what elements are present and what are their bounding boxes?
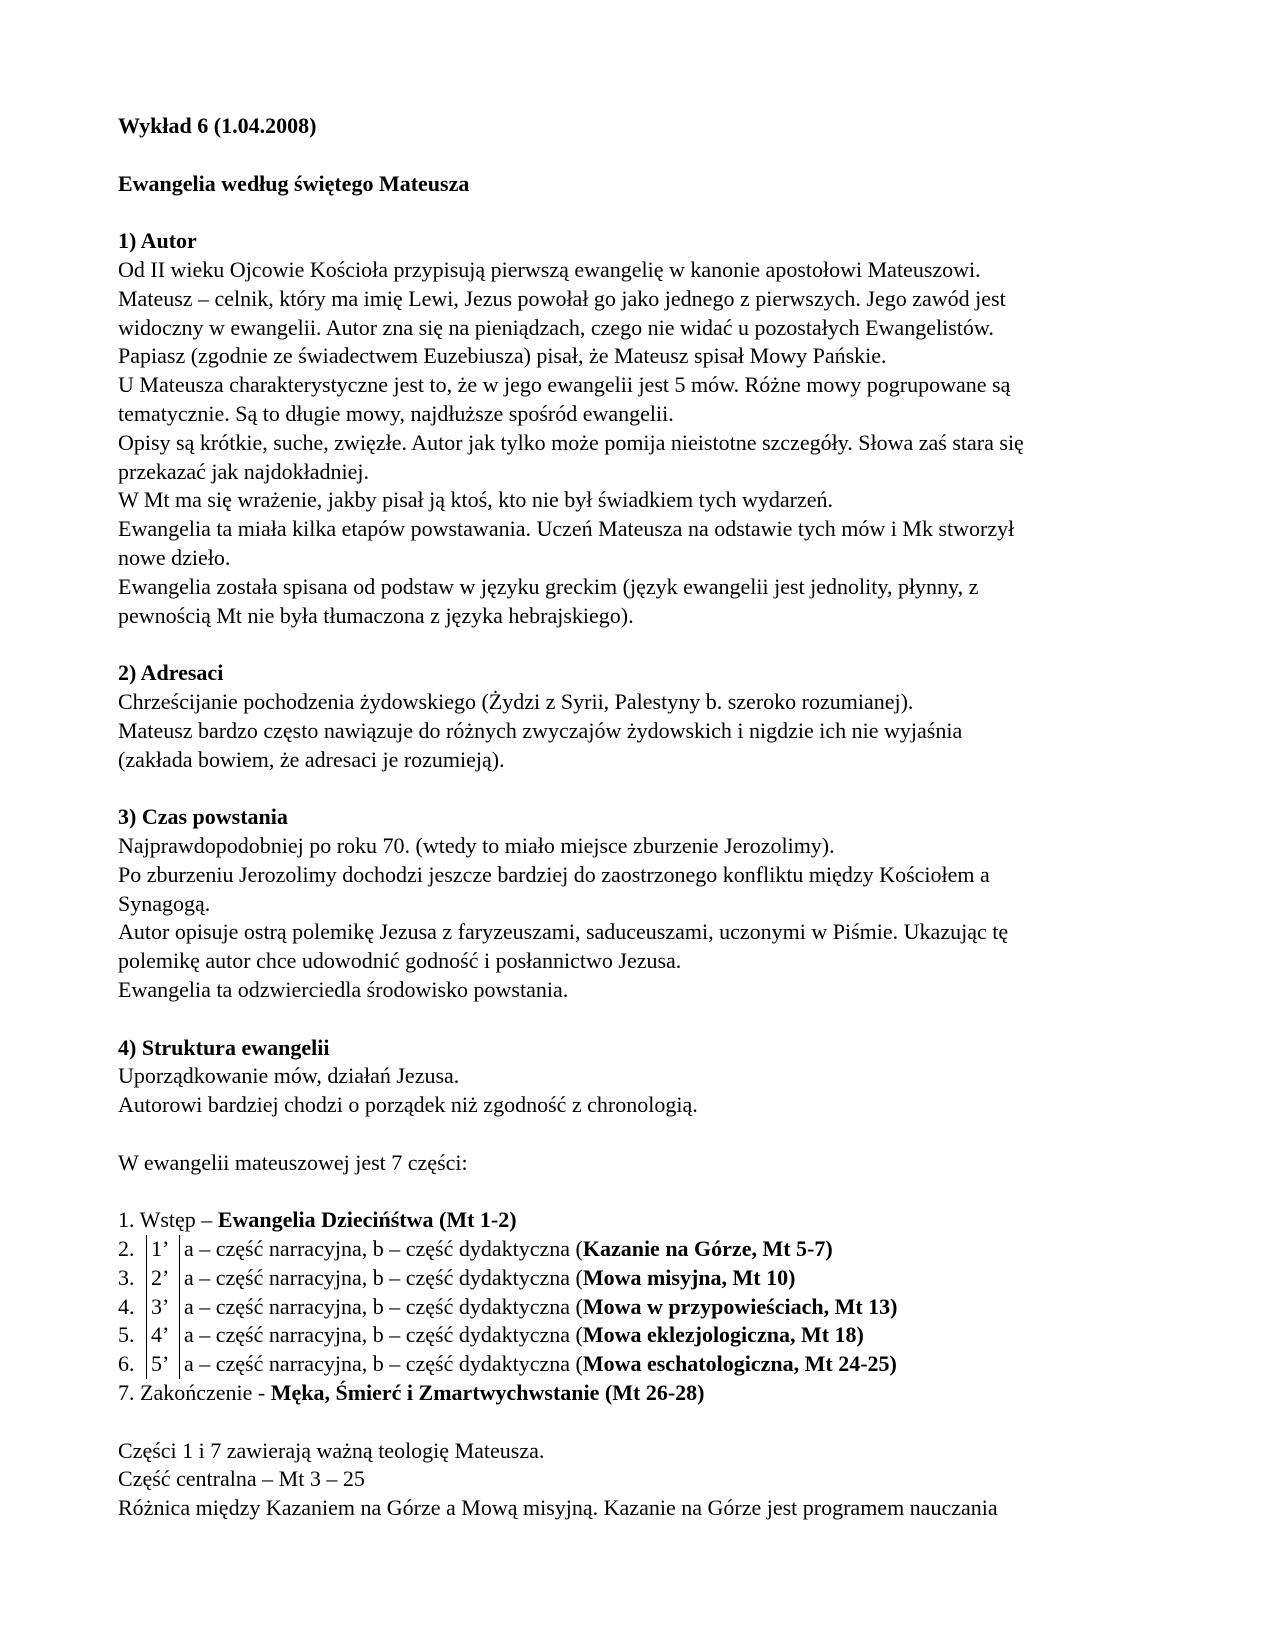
paragraph-line: pewnością Mt nie była tłumaczona z języka hebrajskiego). [118,602,634,628]
row-text-bold: Mowa eschatologiczna, Mt 24-25) [582,1351,897,1377]
paragraph-line: nowe dzieło. [118,544,231,570]
structure-item-bold: Ewangelia Dziecińśtwa (Mt 1-2) [217,1207,517,1233]
spacer [118,774,1158,803]
row-text [179,1321,864,1350]
closing-line: Część centralna – Mt 3 – 25 [118,1466,365,1492]
paragraph-line: U Mateusza charakterystyczne jest to, że w jego ewangelii jest 5 mów. Różne mowy pogrupowane są [118,372,1011,398]
section-heading-adresaci: 2) Adresaci [118,660,224,686]
paragraph-line: Ewangelia ta odzwierciedla środowisko powstania. [118,976,569,1002]
closing-line: Części 1 i 7 zawierają ważną teologię Mateusza. [118,1437,545,1463]
paragraph-line: tematycznie. Są to długie mowy, najdłuższe spośród ewangelii. [118,400,674,426]
closing-line: Różnica między Kazaniem na Górze a Mową misyjną. Kazanie na Górze jest programem nauczania [118,1495,998,1521]
row-text-bold: Mowa misyjna, Mt 10) [582,1264,796,1290]
paragraph-line: Ewangelia ta miała kilka etapów powstawania. Uczeń Mateusza na odstawie tych mów i Mk stworzył [118,516,1015,542]
paragraph-line: Chrześcijanie pochodzenia żydowskiego (Żydzi z Syrii, Palestyny b. szeroko rozumianej). [118,688,914,714]
structure-item-prefix: 7. Zakończenie - [118,1380,271,1406]
paragraph-line: W Mt ma się wrażenie, jakby pisał ją ktoś, kto nie był świadkiem tych wydarzeń. [118,487,834,513]
paragraph-line: Autorowi bardziej chodzi o porządek niż zgodność z chronologią. [118,1092,698,1118]
structure-row [118,1235,1158,1264]
row-text-plain: a – część narracyjna, b – część dydaktyczna ( [184,1293,583,1319]
spacer [118,1408,1158,1437]
structure-row [118,1293,1158,1322]
structure-intro: W ewangelii mateuszowej jest 7 części: [118,1149,468,1175]
section-heading-czas-powstania: 3) Czas powstania [118,804,288,830]
row-prime: 3’ [146,1293,179,1322]
row-text-plain: a – część narracyjna, b – część dydaktyczna ( [184,1322,583,1348]
spacer [118,141,1158,170]
spacer [118,198,1158,227]
spacer [118,630,1158,659]
section-heading-autor: 1) Autor [118,228,197,254]
row-text [179,1293,898,1322]
row-text [179,1350,897,1379]
spacer [118,1005,1158,1034]
paragraph-line: Ewangelia została spisana od podstaw w języku greckim (język ewangelii jest jednolity, płynny, z [118,573,979,599]
row-text-plain: a – część narracyjna, b – część dydaktyczna ( [184,1351,583,1377]
row-text [179,1264,795,1293]
row-text-bold: Mowa w przypowieściach, Mt 13) [582,1293,898,1319]
structure-item-prefix: 1. Wstęp – [118,1207,218,1233]
row-text [179,1235,833,1264]
row-text-plain: a – część narracyjna, b – część dydaktyczna ( [184,1236,583,1262]
lecture-title: Wykład 6 (1.04.2008) [118,113,317,138]
structure-row [118,1264,1158,1293]
spacer [118,1120,1158,1149]
row-prime: 2’ [146,1264,179,1293]
row-prime: 5’ [146,1350,179,1379]
paragraph-line: Mateusz bardzo często nawiązuje do różnych zwyczajów żydowskich i nigdzie ich nie wyjaśnia [118,717,963,743]
spacer [118,1177,1158,1206]
row-prime: 4’ [146,1321,179,1350]
row-number: 5. [118,1322,135,1348]
paragraph-line: Autor opisuje ostrą polemikę Jezusa z faryzeuszami, saduceuszami, uczonymi w Piśmie. Ukazując tę [118,919,1009,945]
paragraph-line: Najprawdopodobniej po roku 70. (wtedy to miało miejsce zburzenie Jerozolimy). [118,832,835,858]
row-prime: 1’ [146,1235,179,1264]
structure-item-bold: Męka, Śmierć i Zmartwychwstanie (Mt 26-28) [270,1380,705,1406]
paragraph-line: widoczny w ewangelii. Autor zna się na pieniądzach, czego nie widać u pozostałych Ewangelistów. [118,314,994,340]
paragraph-line: przekazać jak najdokładniej. [118,458,370,484]
paragraph-line: Papiasz (zgodnie ze świadectwem Euzebiusza) pisał, że Mateusz spisał Mowy Pańskie. [118,343,887,369]
paragraph-line: Opisy są krótkie, suche, zwięzłe. Autor jak tylko może pomija nieistotne szczegóły. Słowa zaś stara się [118,429,1024,455]
document-title: Ewangelia według świętego Mateusza [118,170,470,196]
paragraph-line: Od II wieku Ojcowie Kościoła przypisują pierwszą ewangelię w kanonie apostołowi Mateuszowi. [118,256,981,282]
paragraph-line: Uporządkowanie mów, działań Jezusa. [118,1063,460,1089]
structure-row [118,1321,1158,1350]
row-number: 3. [118,1264,135,1290]
row-text-bold: Kazanie na Górze, Mt 5-7) [582,1236,833,1262]
row-text-plain: a – część narracyjna, b – część dydaktyczna ( [184,1264,583,1290]
row-text-bold: Mowa eklezjologiczna, Mt 18) [582,1322,864,1348]
paragraph-line: Mateusz – celnik, który ma imię Lewi, Jezus powołał go jako jednego z pierwszych. Jego zawód jest [118,285,1006,311]
paragraph-line: polemikę autor chce udowodnić godność i posłannictwo Jezusa. [118,948,682,974]
row-number: 4. [118,1293,135,1319]
row-number: 2. [118,1236,135,1262]
structure-item-1 [118,1206,1158,1235]
structure-row [118,1350,1158,1379]
paragraph-line: (zakłada bowiem, że adresaci je rozumieją). [118,746,505,772]
row-number: 6. [118,1351,135,1377]
section-heading-struktura: 4) Struktura ewangelii [118,1034,330,1060]
paragraph-line: Po zburzeniu Jerozolimy dochodzi jeszcze bardziej do zaostrzonego konfliktu między Kościołem a [118,861,990,887]
structure-item-7 [118,1379,1158,1408]
paragraph-line: Synagogą. [118,890,211,916]
document-page [118,112,1158,1523]
